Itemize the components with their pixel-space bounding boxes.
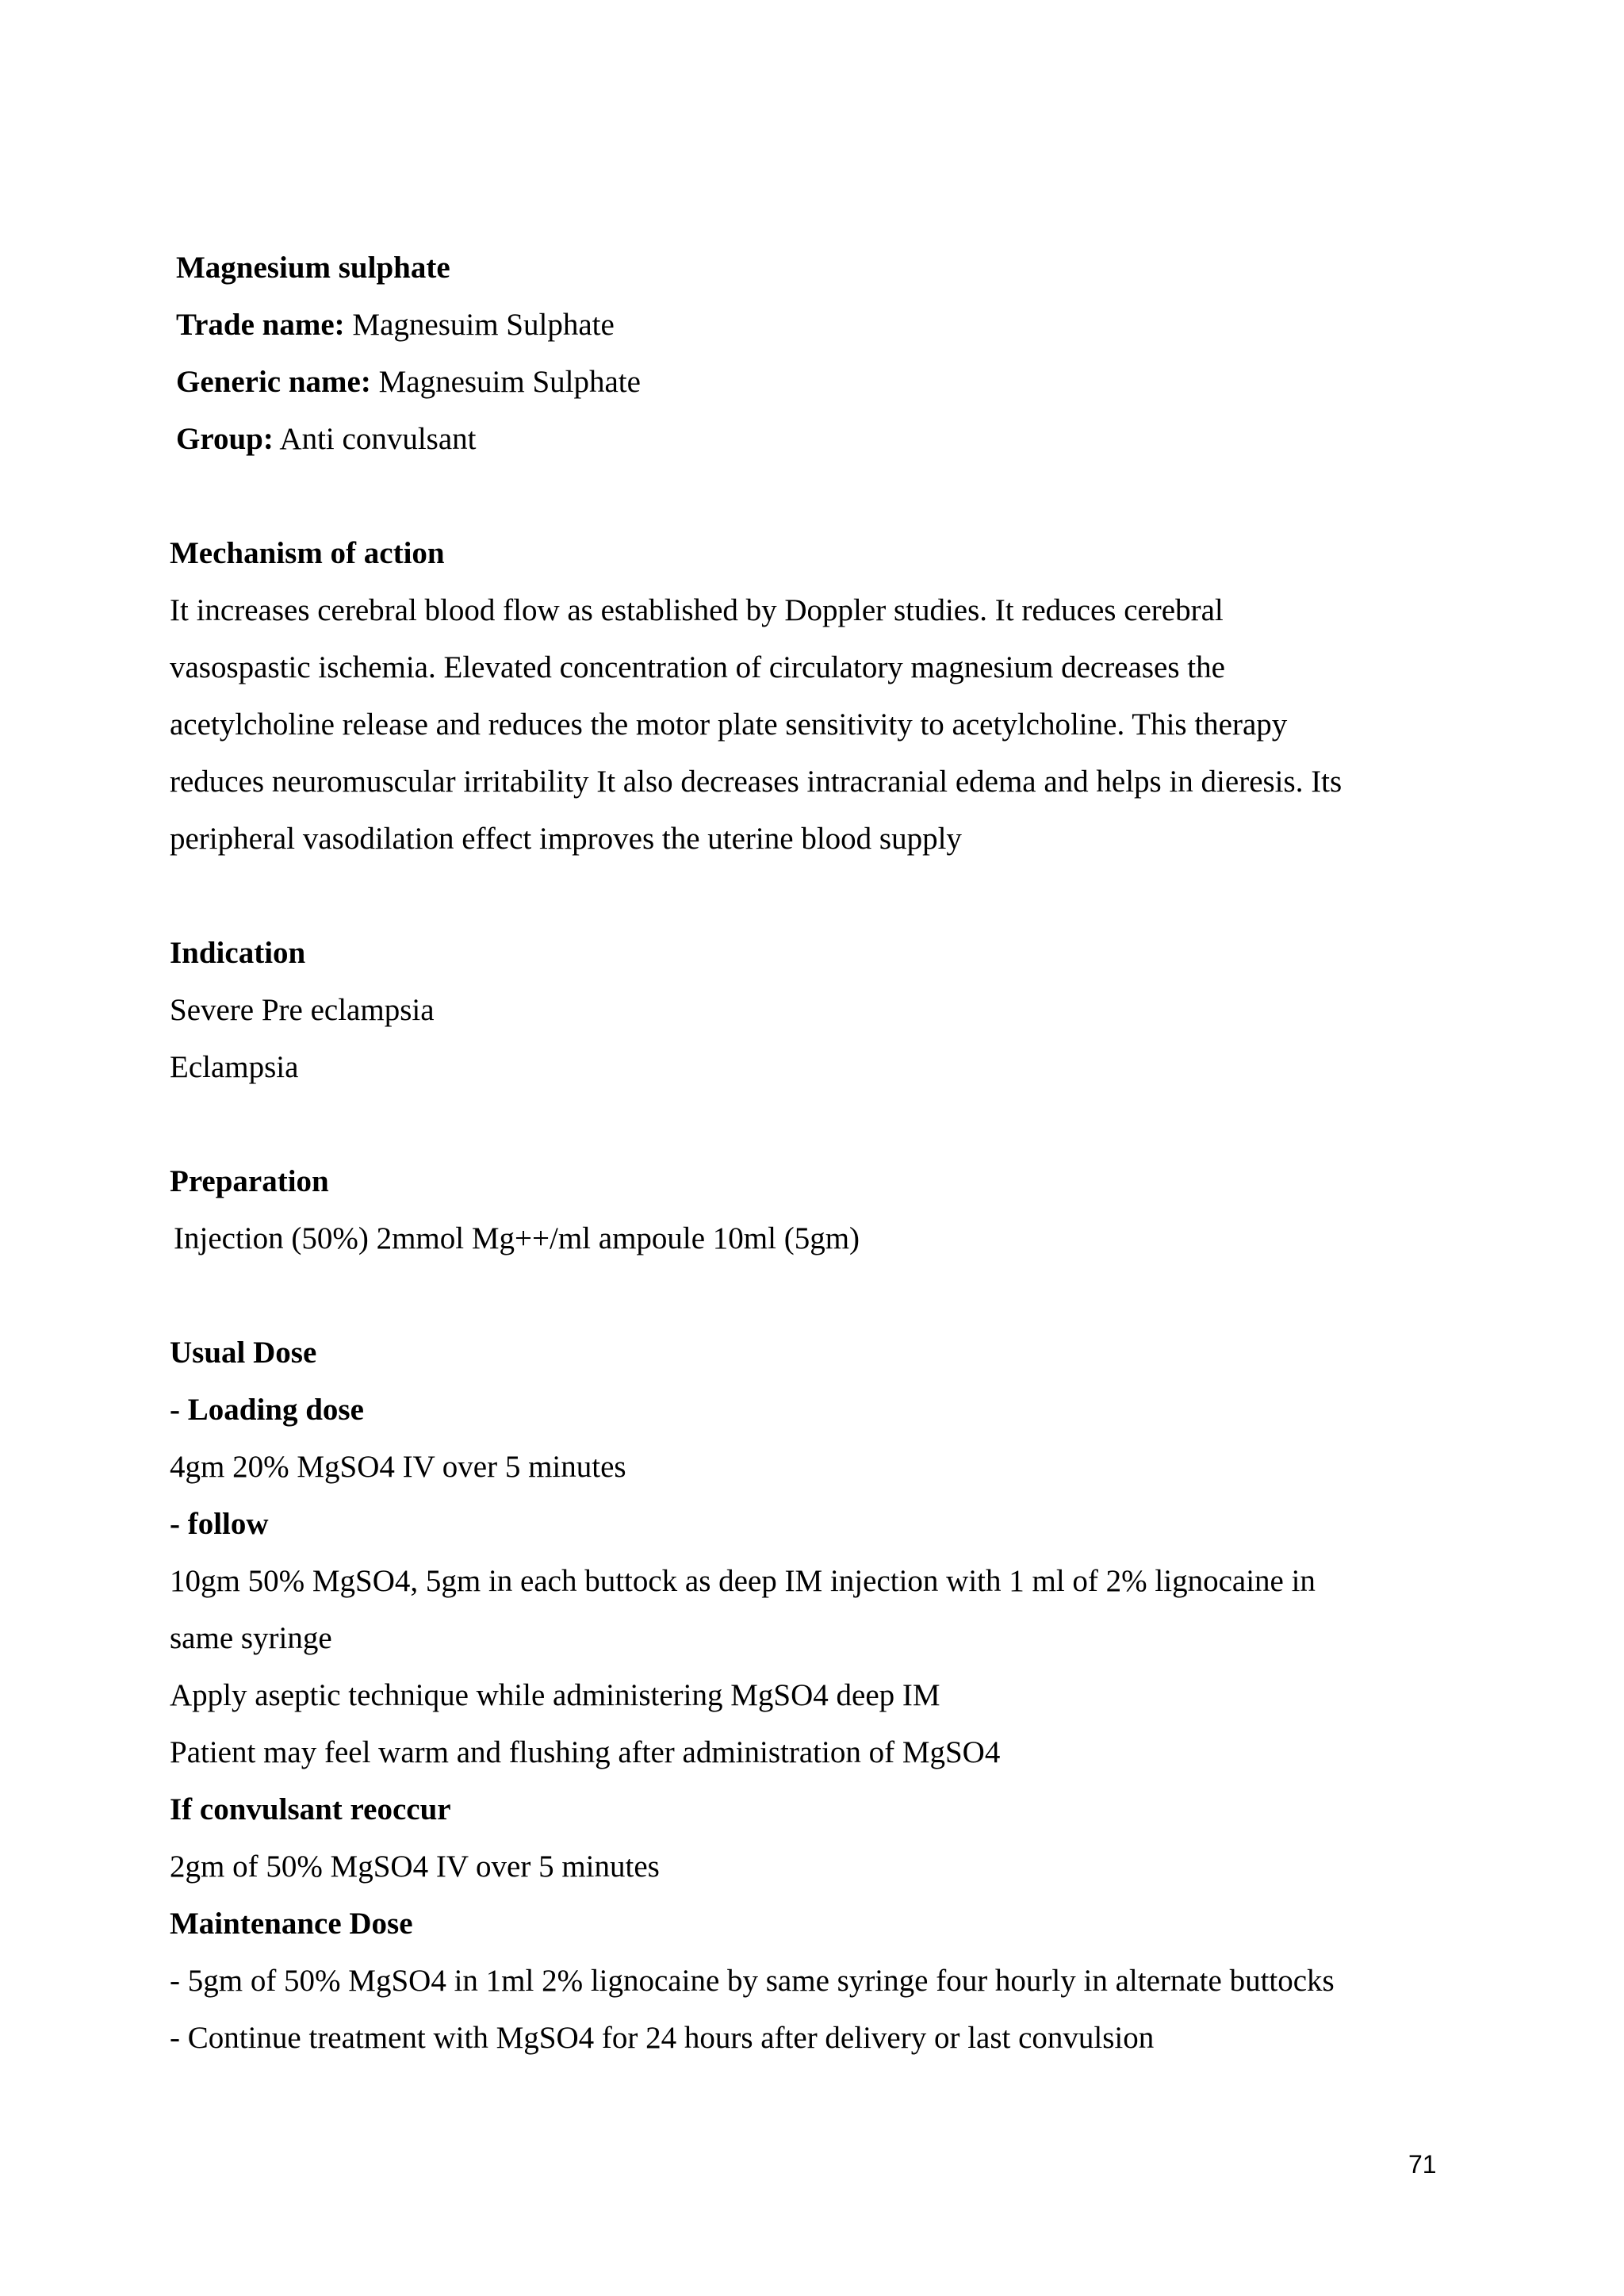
follow-label: - follow <box>170 1507 269 1541</box>
mechanism-line: It increases cerebral blood flow as established by Doppler studies. It reduces cerebral <box>170 593 1224 627</box>
trade-name-value: Magnesuim Sulphate <box>352 308 615 342</box>
mechanism-line: peripheral vasodilation effect improves the uterine blood supply <box>170 822 962 856</box>
reoccur-text: 2gm of 50% MgSO4 IV over 5 minutes <box>170 1849 660 1884</box>
mechanism-line: vasospastic ischemia. Elevated concentration of circulatory magnesium decreases the <box>170 650 1225 684</box>
mechanism-heading: Mechanism of action <box>170 536 445 570</box>
follow-line: Patient may feel warm and flushing after administration of MgSO4 <box>170 1735 1001 1769</box>
group-label: Group: <box>176 422 274 456</box>
reoccur-label: If convulsant reoccur <box>170 1792 451 1826</box>
generic-name-value: Magnesuim Sulphate <box>378 365 641 399</box>
indication-heading: Indication <box>170 936 306 970</box>
trade-name-label: Trade name: <box>176 308 345 342</box>
loading-dose-label: - Loading dose <box>170 1393 364 1427</box>
drug-title: Magnesium sulphate <box>176 251 450 285</box>
loading-dose-text: 4gm 20% MgSO4 IV over 5 minutes <box>170 1450 626 1484</box>
group-value: Anti convulsant <box>279 422 477 456</box>
maintenance-line: - 5gm of 50% MgSO4 in 1ml 2% lignocaine by same syringe four hourly in alternate buttocks <box>170 1964 1335 1998</box>
indication-item: Severe Pre eclampsia <box>170 993 435 1027</box>
mechanism-line: reduces neuromuscular irritability It also decreases intracranial edema and helps in dieresis. Its <box>170 765 1342 799</box>
maintenance-dose-label: Maintenance Dose <box>170 1907 413 1941</box>
usual-dose-heading: Usual Dose <box>170 1336 317 1370</box>
follow-line: Apply aseptic technique while administering MgSO4 deep IM <box>170 1678 940 1712</box>
indication-item: Eclampsia <box>170 1050 299 1084</box>
mechanism-line: acetylcholine release and reduces the motor plate sensitivity to acetylcholine. This therapy <box>170 707 1288 742</box>
preparation-heading: Preparation <box>170 1164 329 1198</box>
maintenance-line: - Continue treatment with MgSO4 for 24 hours after delivery or last convulsion <box>170 2021 1155 2055</box>
preparation-text: Injection (50%) 2mmol Mg++/ml ampoule 10ml (5gm) <box>174 1221 860 1255</box>
trade-name-line <box>176 309 615 340</box>
follow-line: same syringe <box>170 1621 332 1655</box>
generic-name-label: Generic name: <box>176 365 371 399</box>
page-number: 71 <box>1408 2150 1437 2179</box>
follow-line: 10gm 50% MgSO4, 5gm in each buttock as deep IM injection with 1 ml of 2% lignocaine in <box>170 1564 1316 1598</box>
generic-name-line <box>176 366 641 397</box>
group-line <box>176 424 476 454</box>
